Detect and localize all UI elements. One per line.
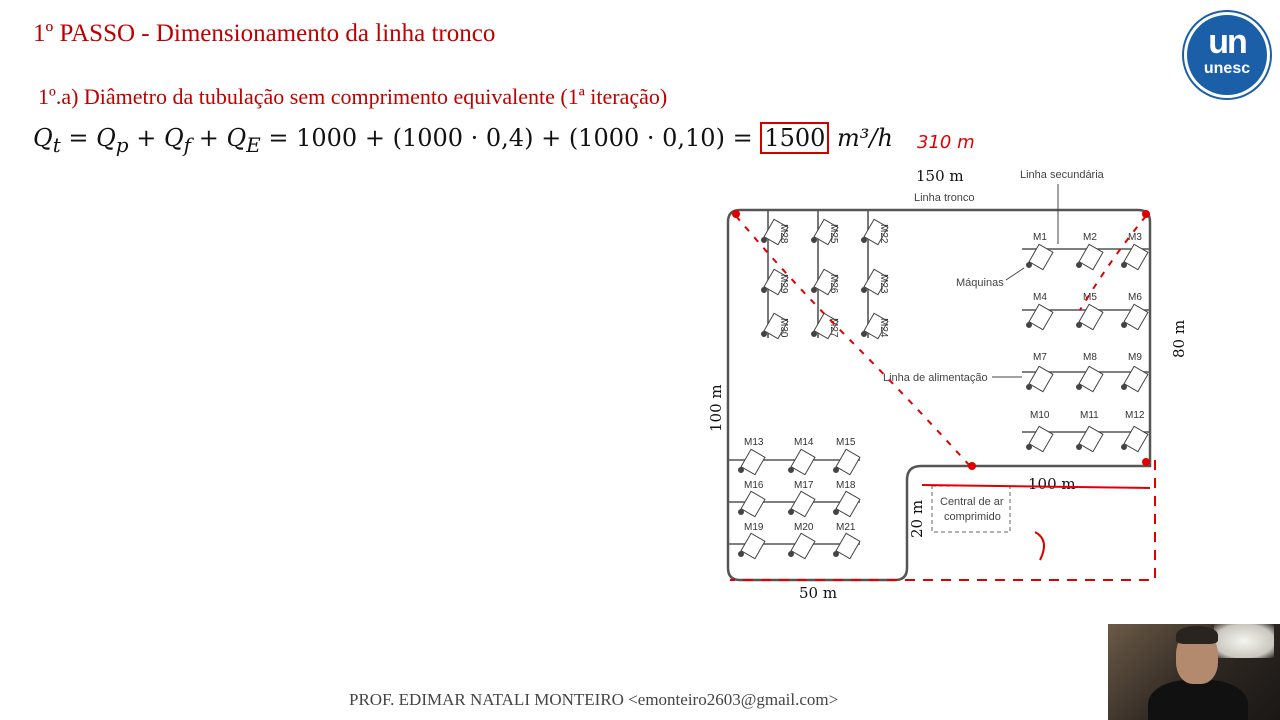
machine-label-m6: M6 [1128, 292, 1142, 303]
machine-valve-dot [1077, 445, 1082, 450]
machine-label-m23: M23 [878, 274, 889, 294]
machine-valve-dot [1122, 263, 1127, 268]
machine-label-m25: M25 [828, 224, 839, 244]
machine-symbol [741, 449, 765, 474]
machine-symbol [1029, 366, 1053, 391]
machine-label-m24: M24 [878, 318, 889, 338]
compressed-air-central [932, 486, 1010, 532]
machine-label-m2: M2 [1083, 232, 1097, 243]
pipe-network-diagram [700, 160, 1200, 610]
machine-label-m11: M11 [1080, 410, 1099, 421]
machine-label-m18: M18 [836, 480, 856, 491]
machine-valve-dot [862, 332, 867, 337]
machine-symbol [1079, 426, 1103, 451]
slide-title: 1º PASSO - Dimensionamento da linha tronco [33, 20, 496, 47]
machine-valve-dot [812, 332, 817, 337]
machine-label-m8: M8 [1083, 352, 1097, 363]
dim-small: 20 m [908, 499, 926, 538]
machine-valve-dot [762, 332, 767, 337]
machine-valve-dot [762, 238, 767, 243]
machine-label-m9: M9 [1128, 352, 1142, 363]
formula-unit: m³/h [837, 124, 893, 152]
machine-label-m21: M21 [836, 522, 856, 533]
machine-valve-dot [812, 288, 817, 293]
machine-label-m16: M16 [744, 480, 764, 491]
machine-symbol [836, 533, 860, 558]
formula-qp: $Q_p$ [96, 124, 129, 157]
machine-symbol [791, 449, 815, 474]
machine-valve-dot [862, 288, 867, 293]
machine-valve-dot [1027, 323, 1032, 328]
machine-symbol [741, 491, 765, 516]
machine-label-m12: M12 [1125, 410, 1145, 421]
label-machines: Máquinas [956, 277, 1004, 289]
label-secondary-line: Linha secundária [1020, 169, 1104, 181]
machine-symbol [1124, 304, 1148, 329]
machine-symbol [791, 491, 815, 516]
machine-valve-dot [834, 552, 839, 557]
machine-label-m17: M17 [794, 480, 814, 491]
machine-valve-dot [762, 288, 767, 293]
unesc-logo [1184, 12, 1270, 98]
dim-middle: 100 m [1028, 475, 1076, 493]
machine-label-m13: M13 [744, 437, 764, 448]
machine-symbol [1079, 244, 1103, 269]
machine-symbol [1079, 366, 1103, 391]
machine-symbol [791, 533, 815, 558]
machine-valve-dot [1122, 323, 1127, 328]
webcam-lamp [1214, 624, 1274, 658]
machine-valve-dot [1027, 385, 1032, 390]
formula-value-3: (1000 · 0,10) [568, 124, 725, 152]
machine-label-m3: M3 [1128, 232, 1142, 243]
machine-label-m19: M19 [744, 522, 764, 533]
machine-valve-dot [1077, 385, 1082, 390]
machine-valve-dot [789, 510, 794, 515]
arrow-machines [1006, 268, 1024, 280]
handwritten-annotation [915, 128, 995, 156]
machine-label-m1: M1 [1033, 232, 1047, 243]
machine-label-m30: M30 [778, 318, 789, 338]
machine-label-m5: M5 [1083, 292, 1097, 303]
annotation-text: 310 m [917, 132, 975, 153]
machine-valve-dot [789, 552, 794, 557]
label-trunk-line: Linha tronco [914, 192, 975, 204]
formula-qt: $Q_t$ [33, 124, 61, 157]
machine-symbol [1124, 244, 1148, 269]
formula-result: 1500 [760, 122, 829, 154]
slide-subtitle: 1º.a) Diâmetro da tubulação sem comprimento equivalente (1ª iteração) [38, 84, 668, 109]
machine-valve-dot [739, 510, 744, 515]
machine-symbol [741, 533, 765, 558]
machine-symbol [836, 491, 860, 516]
machine-label-m26: M26 [828, 274, 839, 294]
machine-label-m4: M4 [1033, 292, 1047, 303]
machine-symbol [1079, 304, 1103, 329]
formula-value-1: 1000 [296, 124, 358, 152]
label-central-1: Central de ar [940, 496, 1004, 508]
machine-label-m7: M7 [1033, 352, 1047, 363]
machine-valve-dot [1077, 323, 1082, 328]
machine-label-m28: M28 [778, 224, 789, 244]
machine-symbol [1029, 426, 1053, 451]
machine-valve-dot [739, 468, 744, 473]
footer-author: PROF. EDIMAR NATALI MONTEIRO <emonteiro2603@gmail.com> [349, 690, 839, 709]
machine-valve-dot [812, 238, 817, 243]
flow-formula: $Q_t = Q_p + Q_f + Q_E = 1000 + (1000 \cdot 0,4) + (1000 \cdot 0,10) = 1500$ m³/h [33, 124, 893, 157]
machine-label-m10: M10 [1030, 410, 1050, 421]
formula-qe: $Q_E$ [226, 124, 261, 157]
dim-top: 150 m [916, 167, 964, 185]
webcam-person-hair [1176, 626, 1218, 644]
machine-label-m29: M29 [778, 274, 789, 294]
machine-valve-dot [1077, 263, 1082, 268]
machine-valve-dot [1122, 385, 1127, 390]
machine-valve-dot [862, 238, 867, 243]
machine-label-m27: M27 [828, 318, 839, 338]
label-feed-line: Linha de alimentação [883, 372, 988, 384]
logo-mark: un [1208, 23, 1246, 61]
machine-label-m20: M20 [794, 522, 814, 533]
formula-qf: $Q_f$ [163, 124, 192, 157]
presenter-webcam [1108, 624, 1280, 720]
machine-symbol [1124, 426, 1148, 451]
label-central-2: comprimido [944, 511, 1001, 523]
machine-label-m22: M22 [878, 224, 889, 244]
machine-label-m14: M14 [794, 437, 814, 448]
machine-symbol [1029, 244, 1053, 269]
machine-valve-dot [789, 468, 794, 473]
machine-valve-dot [1027, 445, 1032, 450]
machine-valve-dot [834, 510, 839, 515]
machine-symbol [836, 449, 860, 474]
webcam-person-body [1148, 680, 1248, 720]
machine-symbol [1124, 366, 1148, 391]
machine-label-m15: M15 [836, 437, 856, 448]
machine-symbol [1029, 304, 1053, 329]
machine-valve-dot [1027, 263, 1032, 268]
dim-right: 80 m [1170, 319, 1188, 358]
machine-valve-dot [739, 552, 744, 557]
formula-value-2: (1000 · 0,4) [392, 124, 534, 152]
machine-valve-dot [1122, 445, 1127, 450]
logo-name: unesc [1203, 60, 1251, 77]
machine-valve-dot [834, 468, 839, 473]
dim-left: 100 m [707, 384, 725, 432]
dim-bottom: 50 m [799, 584, 838, 602]
